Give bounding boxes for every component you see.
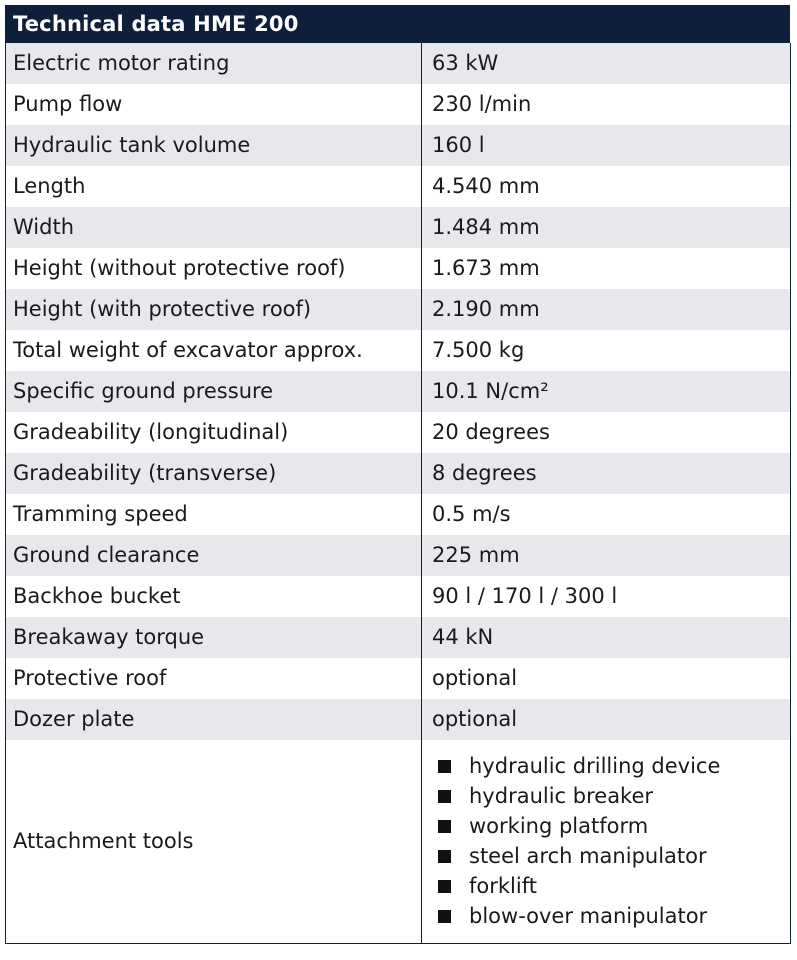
row-value: 1.673 mm: [422, 248, 791, 289]
list-item: [438, 901, 790, 931]
row-label: Height (with protective roof): [6, 289, 422, 330]
square-bullet-icon: [438, 760, 451, 773]
square-bullet-icon: [438, 880, 451, 893]
tool-label: steel arch manipulator: [469, 844, 707, 869]
row-label: Dozer plate: [6, 699, 422, 740]
row-value: optional: [422, 699, 791, 740]
square-bullet-icon: [438, 850, 451, 863]
list-item: [438, 781, 790, 811]
row-value: 2.190 mm: [422, 289, 791, 330]
table-row: [6, 166, 791, 207]
row-value: 44 kN: [422, 617, 791, 658]
row-value: 160 l: [422, 125, 791, 166]
table-row: [6, 207, 791, 248]
table-row: [6, 535, 791, 576]
list-item: [438, 871, 790, 901]
table-row: [6, 125, 791, 166]
table-row: [6, 453, 791, 494]
row-value: 0.5 m/s: [422, 494, 791, 535]
table-row: [6, 412, 791, 453]
row-value: 4.540 mm: [422, 166, 791, 207]
list-item: [438, 751, 790, 781]
table-row: [6, 617, 791, 658]
table-row: [6, 84, 791, 125]
square-bullet-icon: [438, 820, 451, 833]
square-bullet-icon: [438, 910, 451, 923]
row-label: Pump flow: [13, 92, 123, 116]
row-value: 8 degrees: [422, 453, 791, 494]
row-label: Protective roof: [13, 666, 167, 690]
tool-label: blow-over manipulator: [469, 904, 708, 929]
table-row: [6, 289, 791, 330]
row-value: 63 kW: [422, 43, 791, 84]
row-label: Electric motor rating: [6, 43, 422, 84]
row-label: Hydraulic tank volume: [6, 125, 422, 166]
row-label: Tramming speed: [13, 502, 188, 526]
tool-label: hydraulic breaker: [469, 784, 654, 809]
row-label: Ground clearance: [6, 535, 422, 576]
row-label: Gradeability (transverse): [6, 453, 422, 494]
row-value-tools: [422, 740, 791, 943]
row-label: Gradeability (longitudinal): [13, 420, 289, 444]
table-row: [6, 330, 791, 371]
row-value: optional: [422, 658, 791, 699]
spec-sheet: [5, 5, 790, 944]
row-label: Height (without protective roof): [13, 256, 346, 280]
table-row: [6, 494, 791, 535]
row-label: Breakaway torque: [6, 617, 422, 658]
attachment-tools-list: [432, 743, 790, 939]
tool-label: hydraulic drilling device: [469, 754, 721, 779]
table-title: Technical data HME 200: [5, 5, 790, 43]
table-row: [6, 43, 791, 84]
spec-table-body: [6, 43, 791, 943]
list-item: [438, 811, 790, 841]
table-row: [6, 699, 791, 740]
tool-label: working platform: [469, 814, 649, 839]
square-bullet-icon: [438, 790, 451, 803]
list-item: [438, 841, 790, 871]
row-label: Total weight of excavator approx.: [13, 338, 363, 362]
spec-table: [5, 43, 791, 944]
tool-label: forklift: [469, 874, 537, 899]
row-label: Width: [6, 207, 422, 248]
row-label: Backhoe bucket: [13, 584, 181, 608]
row-label: Attachment tools: [6, 740, 422, 943]
row-label: Specific ground pressure: [6, 371, 422, 412]
table-row: [6, 576, 791, 617]
row-value: 1.484 mm: [422, 207, 791, 248]
table-row: [6, 371, 791, 412]
table-row-attachment-tools: [6, 740, 791, 943]
row-label: Length: [13, 174, 86, 198]
row-value: 20 degrees: [422, 412, 791, 453]
row-value: 90 l / 170 l / 300 l: [422, 576, 791, 617]
table-row: [6, 248, 791, 289]
table-row: [6, 658, 791, 699]
row-value: 225 mm: [422, 535, 791, 576]
row-value: 230 l/min: [422, 84, 791, 125]
row-value: 10.1 N/cm²: [422, 371, 791, 412]
row-value: 7.500 kg: [422, 330, 791, 371]
